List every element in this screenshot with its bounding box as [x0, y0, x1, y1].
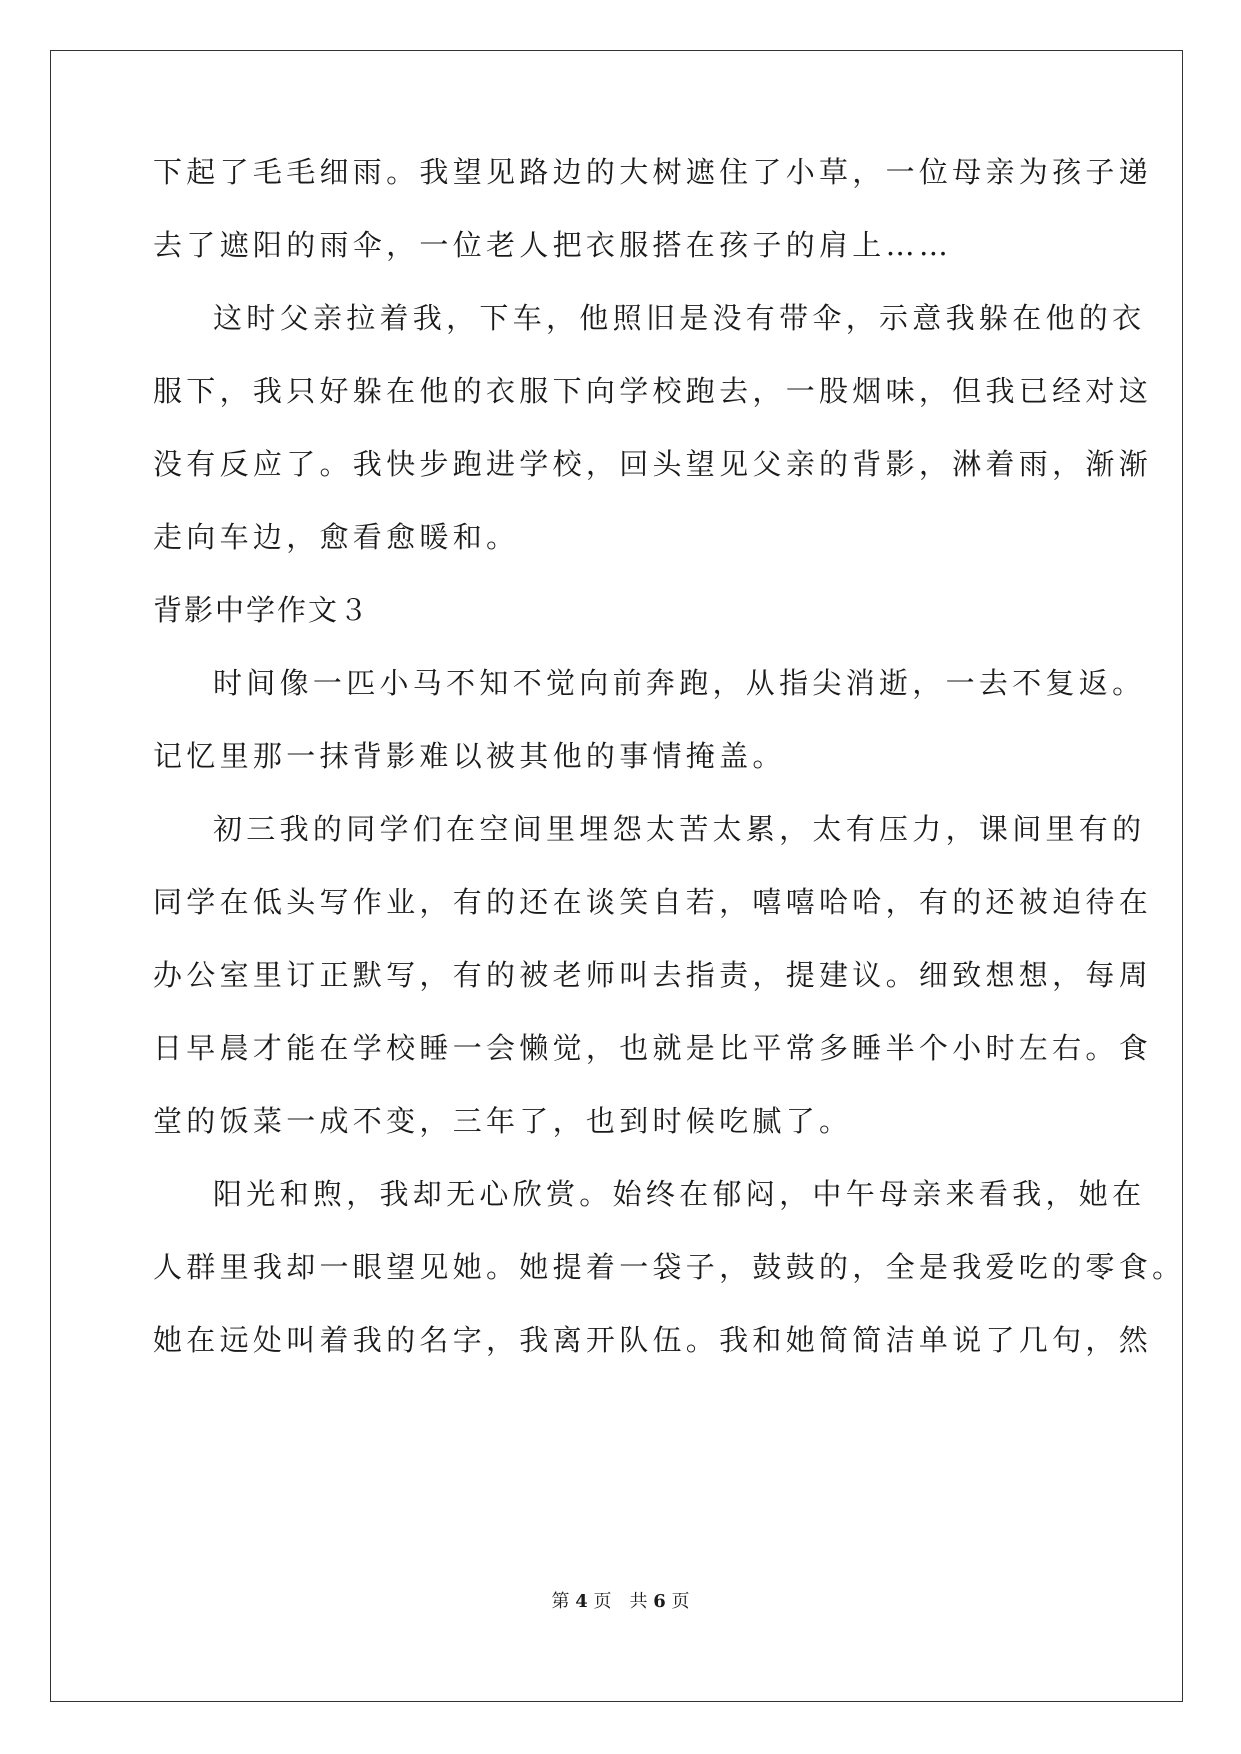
- body-line-17: 她在远处叫着我的名字，我离开队伍。我和她简简洁单说了几句，然: [153, 1323, 1153, 1357]
- footer-mid: 页 共: [593, 1591, 648, 1612]
- body-line-16: 人群里我却一眼望见她。她提着一袋子，鼓鼓的，全是我爱吃的零食。: [153, 1250, 1186, 1284]
- page-number-footer: [0, 1587, 1241, 1613]
- body-line-11: 同学在低头写作业，有的还在谈笑自若，嘻嘻哈哈，有的还被迫待在: [153, 885, 1153, 919]
- paragraph-start-line: 时间像一匹小马不知不觉向前奔跑，从指尖消逝，一去不复返。: [213, 666, 1146, 700]
- current-page-number: 4: [575, 1591, 588, 1612]
- footer-suffix: 页: [671, 1591, 690, 1612]
- body-line-1: 下起了毛毛细雨。我望见路边的大树遮住了小草，一位母亲为孩子递: [153, 155, 1153, 189]
- body-line-5: 没有反应了。我快步跑进学校，回头望见父亲的背影，淋着雨，渐渐: [153, 447, 1153, 481]
- body-line-14: 堂的饭菜一成不变，三年了，也到时候吃腻了。: [153, 1104, 853, 1138]
- total-page-number: 6: [653, 1591, 666, 1612]
- body-line-12: 办公室里订正默写，有的被老师叫去指责，提建议。细致想想，每周: [153, 958, 1153, 992]
- body-line-13: 日早晨才能在学校睡一会懒觉，也就是比平常多睡半个小时左右。食: [153, 1031, 1153, 1065]
- paragraph-start-line: 这时父亲拉着我，下车，他照旧是没有带伞，示意我躲在他的衣: [213, 301, 1146, 335]
- paragraph-start-line: 阳光和煦，我却无心欣赏。始终在郁闷，中午母亲来看我，她在: [213, 1177, 1146, 1211]
- paragraph-start-line: 初三我的同学们在空间里埋怨太苦太累，太有压力，课间里有的: [213, 812, 1146, 846]
- essay-heading: 背影中学作文３: [153, 593, 371, 627]
- footer-prefix: 第: [551, 1591, 570, 1612]
- body-line-4: 服下，我只好躲在他的衣服下向学校跑去，一股烟味，但我已经对这: [153, 374, 1153, 408]
- body-line-6: 走向车边，愈看愈暖和。: [153, 520, 520, 554]
- body-line-2: 去了遮阳的雨伞，一位老人把衣服搭在孩子的肩上……: [153, 228, 953, 262]
- body-line-9: 记忆里那一抹背影难以被其他的事情掩盖。: [153, 739, 786, 773]
